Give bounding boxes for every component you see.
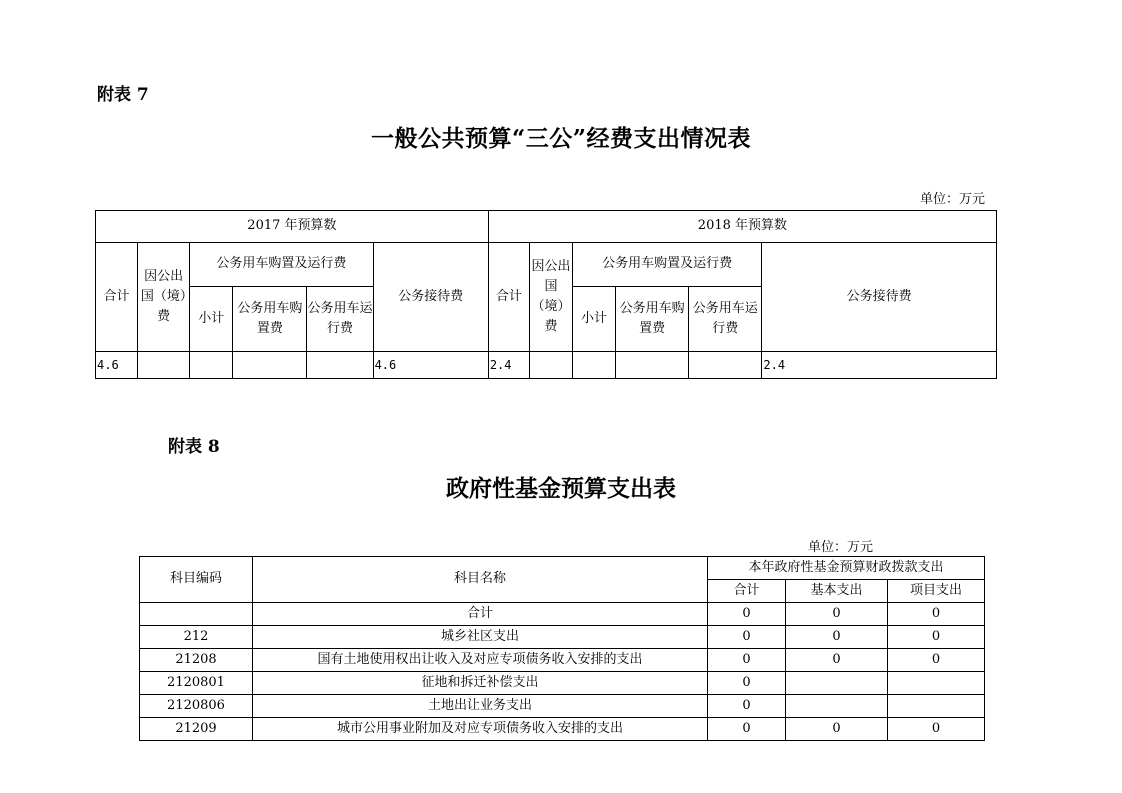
row-total: 0 xyxy=(708,649,786,672)
cell-2018-reception: 2.4 xyxy=(762,352,997,379)
row-name: 城市公用事业附加及对应专项债务收入安排的支出 xyxy=(253,718,708,741)
row-project: 0 xyxy=(888,649,985,672)
row-total: 0 xyxy=(708,672,786,695)
row-total: 0 xyxy=(708,695,786,718)
purchase-header: 公务用车购置费 xyxy=(233,287,307,352)
table8-unit: 单位：万元 xyxy=(808,540,874,555)
row-code: 212 xyxy=(140,626,253,649)
three-public-expenses-table xyxy=(95,210,997,379)
row-code: 2120806 xyxy=(140,695,253,718)
row-total: 0 xyxy=(708,603,786,626)
table-row xyxy=(140,672,985,695)
cell-2018-subtotal xyxy=(572,352,615,379)
cell-2018-abroad xyxy=(529,352,572,379)
row-basic: 0 xyxy=(786,718,888,741)
abroad-header: 因公出国（境）费 xyxy=(138,243,190,352)
total-header: 合计 xyxy=(488,243,529,352)
table7-unit: 单位：万元 xyxy=(920,192,986,207)
row-project: 0 xyxy=(888,718,985,741)
abroad-header: 因公出国（境）费 xyxy=(529,243,572,352)
reception-header: 公务接待费 xyxy=(762,243,997,352)
row-code: 2120801 xyxy=(140,672,253,695)
reception-header: 公务接待费 xyxy=(373,243,488,352)
table8-label: 附表 8 xyxy=(168,437,220,457)
row-basic xyxy=(786,672,888,695)
row-name: 土地出让业务支出 xyxy=(253,695,708,718)
total-header: 合计 xyxy=(708,580,786,603)
row-basic: 0 xyxy=(786,603,888,626)
row-project xyxy=(888,672,985,695)
row-name: 国有土地使用权出让收入及对应专项债务收入安排的支出 xyxy=(253,649,708,672)
cell-2017-reception: 4.6 xyxy=(373,352,488,379)
cell-2018-operation xyxy=(689,352,762,379)
row-name: 征地和拆迁补偿支出 xyxy=(253,672,708,695)
table-row xyxy=(140,649,985,672)
row-total: 0 xyxy=(708,718,786,741)
row-code xyxy=(140,603,253,626)
year-2017-header: 2017 年预算数 xyxy=(96,211,489,243)
cell-2017-purchase xyxy=(233,352,307,379)
row-project xyxy=(888,695,985,718)
table-row xyxy=(140,626,985,649)
operation-header: 公务用车运行费 xyxy=(307,287,373,352)
cell-2017-subtotal xyxy=(190,352,233,379)
table8-title: 政府性基金预算支出表 xyxy=(446,475,676,502)
row-basic xyxy=(786,695,888,718)
cell-2017-operation xyxy=(307,352,373,379)
table-row xyxy=(140,695,985,718)
row-project: 0 xyxy=(888,603,985,626)
name-header: 科目名称 xyxy=(253,557,708,603)
project-header: 项目支出 xyxy=(888,580,985,603)
subtotal-header: 小计 xyxy=(572,287,615,352)
year-2018-header: 2018 年预算数 xyxy=(488,211,996,243)
code-header: 科目编码 xyxy=(140,557,253,603)
row-name: 合计 xyxy=(253,603,708,626)
subtotal-header: 小计 xyxy=(190,287,233,352)
cell-2017-total: 4.6 xyxy=(96,352,138,379)
row-project: 0 xyxy=(888,626,985,649)
vehicle-header: 公务用车购置及运行费 xyxy=(572,243,761,287)
table-row xyxy=(140,603,985,626)
basic-header: 基本支出 xyxy=(786,580,888,603)
row-name: 城乡社区支出 xyxy=(253,626,708,649)
purchase-header: 公务用车购置费 xyxy=(616,287,689,352)
total-header: 合计 xyxy=(96,243,138,352)
table-row xyxy=(140,718,985,741)
row-code: 21209 xyxy=(140,718,253,741)
row-basic: 0 xyxy=(786,626,888,649)
government-fund-expenditure-table xyxy=(139,556,985,741)
vehicle-header: 公务用车购置及运行费 xyxy=(190,243,373,287)
cell-2017-abroad xyxy=(138,352,190,379)
cell-2018-total: 2.4 xyxy=(488,352,529,379)
table7-label: 附表 7 xyxy=(97,85,149,105)
table-row xyxy=(96,352,997,379)
cell-2018-purchase xyxy=(616,352,689,379)
row-basic: 0 xyxy=(786,649,888,672)
table7-title: 一般公共预算“三公”经费支出情况表 xyxy=(371,125,751,152)
row-code: 21208 xyxy=(140,649,253,672)
operation-header: 公务用车运行费 xyxy=(689,287,762,352)
row-total: 0 xyxy=(708,626,786,649)
fund-group-header: 本年政府性基金预算财政拨款支出 xyxy=(708,557,985,580)
